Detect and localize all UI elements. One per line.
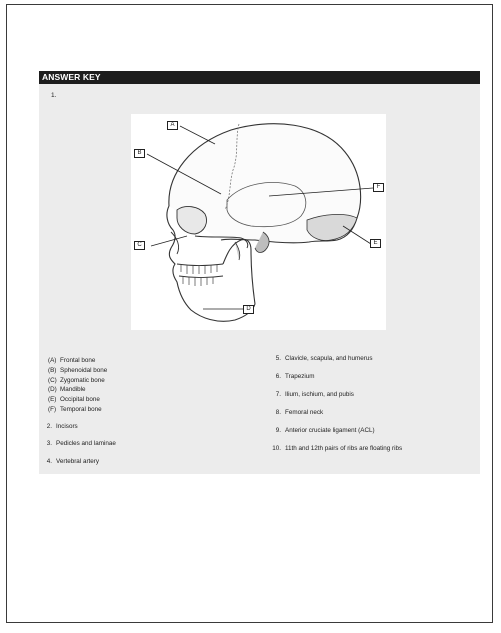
question-1-number: 1. xyxy=(51,92,57,99)
legend-item: (F) Temporal bone xyxy=(48,405,102,413)
answer-8: 8. Femoral neck xyxy=(275,409,324,416)
answer-2: 2. Incisors xyxy=(46,423,78,430)
page-border xyxy=(6,4,493,623)
legend-item: (E) Occipital bone xyxy=(48,396,100,404)
answer-6: 6. Trapezium xyxy=(275,373,315,380)
callout-c: C xyxy=(134,241,145,250)
callout-a: A xyxy=(167,121,178,130)
answer-9: 9. Anterior cruciate ligament (ACL) xyxy=(275,427,375,434)
skull-legend xyxy=(48,356,107,415)
callout-d: D xyxy=(243,305,254,314)
answer-3: 3. Pedicles and laminae xyxy=(46,440,116,447)
callout-f: F xyxy=(373,183,384,192)
answer-7: 7. Ilium, ischium, and pubis xyxy=(275,391,354,398)
legend-item: (B) Sphenoidal bone xyxy=(48,366,108,374)
legend-item: (D) Mandible xyxy=(48,386,86,394)
callout-e: E xyxy=(370,239,381,248)
legend-item: (A) Frontal bone xyxy=(48,357,96,364)
answer-key-panel xyxy=(39,71,480,474)
answer-4: 4. Vertebral artery xyxy=(46,458,100,465)
answer-10: 10. 11th and 12th pairs of ribs are floating ribs xyxy=(272,445,403,452)
answer-5: 5. Clavicle, scapula, and humerus xyxy=(275,355,373,362)
legend-item: (C) Zygomatic bone xyxy=(48,376,105,384)
skull-illustration xyxy=(131,114,386,330)
answer-key-header: ANSWER KEY xyxy=(39,71,480,84)
skull-figure xyxy=(131,114,386,330)
callout-b: B xyxy=(134,149,145,158)
